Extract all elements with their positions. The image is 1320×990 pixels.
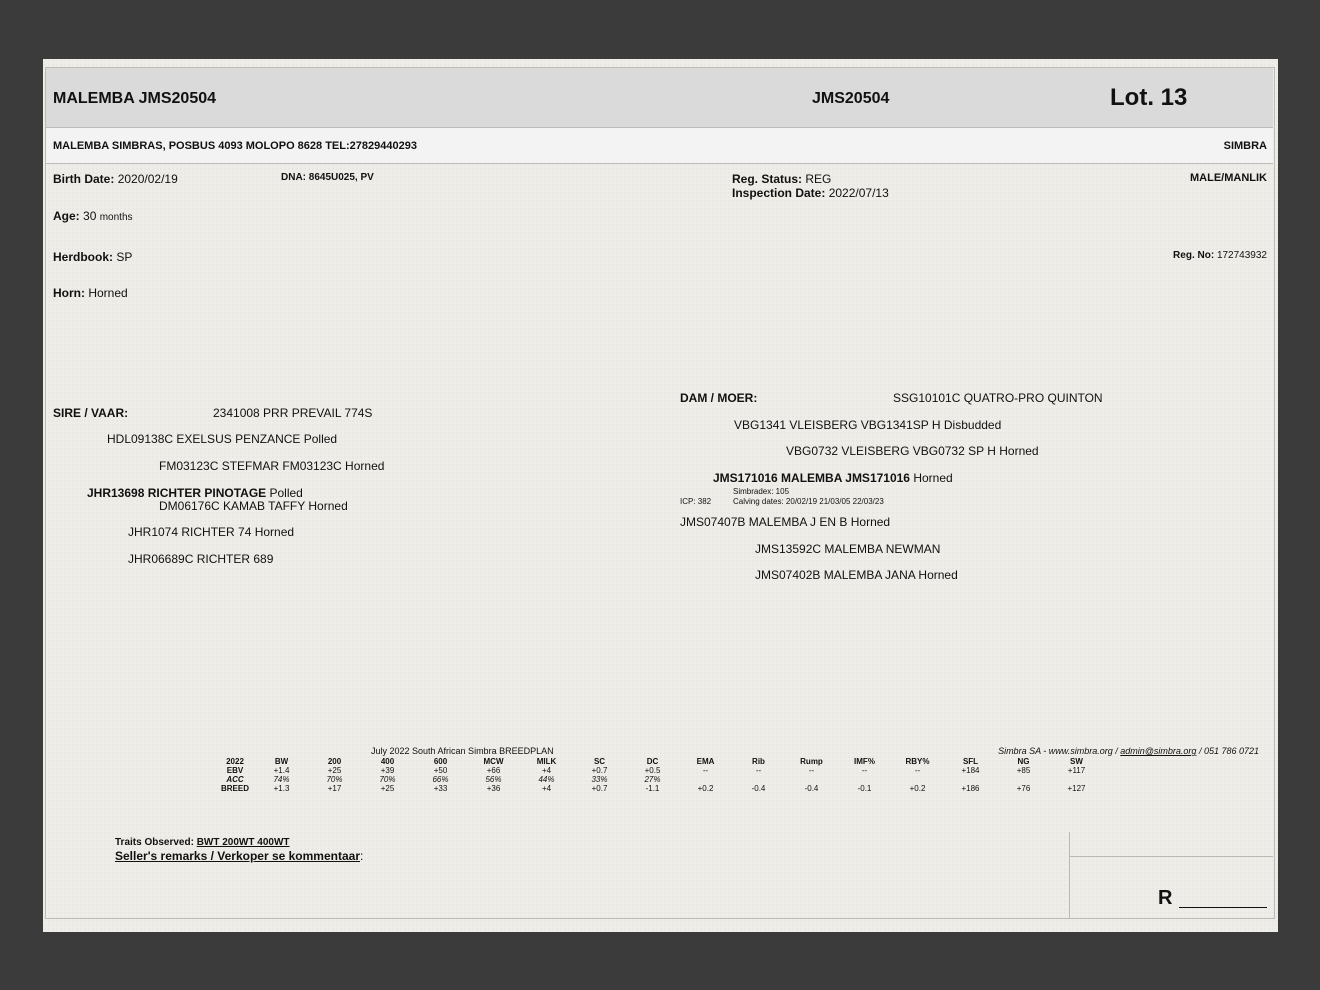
acc-cell	[732, 775, 785, 784]
breed-cell: -0.1	[857, 784, 872, 793]
animal-id: JMS20504	[812, 90, 890, 107]
price-field[interactable]	[1179, 907, 1267, 908]
trait-header: NG	[1017, 757, 1030, 766]
acc-cell: 33%	[591, 775, 608, 784]
trait-header: DC	[646, 757, 659, 766]
lot-number: Lot. 13	[1110, 84, 1188, 111]
remarks-divider	[1069, 832, 1070, 918]
ebv-cell: --	[914, 766, 921, 775]
breed-cell: +36	[486, 784, 501, 793]
email-link[interactable]: admin@simbra.org	[1120, 746, 1197, 756]
dam-icp: ICP: 382	[680, 497, 712, 506]
seller-remarks: Seller's remarks / Verkoper se kommentaar:	[115, 849, 364, 863]
breed-cell: -0.4	[804, 784, 819, 793]
breed-cell: -0.4	[751, 784, 766, 793]
ebv-cell: +0.5	[644, 766, 661, 775]
inspection-date: Inspection Date: 2022/07/13	[732, 186, 889, 200]
breed-cell: +33	[433, 784, 448, 793]
row-label: EBV	[226, 766, 244, 775]
ebv-cell: +0.7	[591, 766, 608, 775]
breed-cell: +76	[1016, 784, 1031, 793]
trait-header: MCW	[483, 757, 504, 766]
ebv-cell: +85	[1016, 766, 1031, 775]
reg-status: Reg. Status: REG	[732, 172, 832, 186]
ebv-cell: --	[861, 766, 868, 775]
price-prefix: R	[1158, 887, 1173, 909]
acc-cell: 44%	[538, 775, 555, 784]
breed-cell: +0.2	[697, 784, 714, 793]
dam-sire: VBG1341 VLEISBERG VBG1341SP H Disbudded	[734, 418, 1002, 432]
traits-observed: Traits Observed: BWT 200WT 400WT	[115, 837, 290, 848]
dam-sire-dam: VBG0732 VLEISBERG VBG0732 SP H Horned	[786, 444, 1039, 458]
breed-cell: +1.3	[273, 784, 290, 793]
trait-header: 400	[380, 757, 395, 766]
catalogue-page	[43, 59, 1278, 932]
dam-dam-dam: JMS07402B MALEMBA JANA Horned	[755, 568, 958, 582]
breedplan-header-row	[215, 757, 1103, 766]
ebv-cell: +1.4	[273, 766, 290, 775]
simbra-contact: Simbra SA - www.simbra.org / admin@simbra.org / 051 786 0721	[998, 746, 1259, 756]
acc-cell: 56%	[485, 775, 502, 784]
acc-cell	[1050, 775, 1103, 784]
breedplan-title: July 2022 South African Simbra BREEDPLAN	[371, 746, 554, 756]
trait-header: SW	[1070, 757, 1083, 766]
acc-cell: 70%	[379, 775, 396, 784]
acc-cell	[838, 775, 891, 784]
ebv-cell: --	[755, 766, 762, 775]
acc-cell	[944, 775, 997, 784]
sire-sire-sire: FM03123C STEFMAR FM03123C Horned	[159, 459, 385, 473]
birth-date: Birth Date: 2020/02/19	[53, 172, 178, 186]
acc-cell: 70%	[326, 775, 343, 784]
ebv-cell: +184	[961, 766, 980, 775]
breeder-address: MALEMBA SIMBRAS, POSBUS 4093 MOLOPO 8628 TEL:27829440293	[53, 140, 417, 152]
acc-cell	[891, 775, 944, 784]
sire-sire-dam: DM06176C KAMAB TAFFY Horned	[159, 499, 348, 513]
sire-label: SIRE / VAAR:	[53, 406, 129, 420]
ebv-row	[215, 766, 1103, 775]
ebv-cell: +25	[327, 766, 342, 775]
ebv-cell: +117	[1067, 766, 1086, 775]
sire-sire: HDL09138C EXELSUS PENZANCE Polled	[107, 432, 338, 446]
trait-header: RBY%	[905, 757, 930, 766]
dam-label: DAM / MOER:	[680, 391, 758, 405]
breedplan-year: 2022	[226, 757, 244, 766]
breedplan-table	[215, 757, 1103, 793]
breed-cell: +4	[541, 784, 552, 793]
trait-header: 600	[433, 757, 448, 766]
trait-header: EMA	[696, 757, 715, 766]
acc-cell: 74%	[273, 775, 290, 784]
breed-cell: +127	[1067, 784, 1086, 793]
trait-header: Rib	[752, 757, 765, 766]
trait-header: Rump	[800, 757, 823, 766]
ebv-cell: +4	[541, 766, 552, 775]
acc-cell	[997, 775, 1050, 784]
header-bar	[46, 68, 1273, 128]
trait-header: BW	[274, 757, 289, 766]
trait-header: SFL	[962, 757, 979, 766]
animal-name: MALEMBA JMS20504	[53, 90, 217, 107]
acc-cell: 66%	[432, 775, 449, 784]
breed-cell: -1.1	[645, 784, 660, 793]
row-label: BREED	[220, 784, 249, 793]
sire-name: 2341008 PRR PREVAIL 774S	[213, 406, 373, 420]
dna-info: DNA: 8645U025, PV	[281, 172, 374, 183]
dam-simbradex: Simbradex: 105	[733, 487, 790, 496]
dam-name: JMS171016 MALEMBA JMS171016 Horned	[713, 471, 953, 485]
breed-cell: +25	[380, 784, 395, 793]
ebv-cell: --	[702, 766, 709, 775]
age: Age: 30 months	[53, 209, 133, 223]
breed-row	[215, 784, 1103, 793]
price-box-top	[1069, 856, 1273, 857]
breed-cell: +0.7	[591, 784, 608, 793]
acc-cell: 27%	[644, 775, 661, 784]
ebv-cell: +39	[380, 766, 395, 775]
breed-cell: +186	[961, 784, 980, 793]
ebv-cell: +66	[486, 766, 501, 775]
breed-cell: +17	[327, 784, 342, 793]
acc-row	[215, 775, 1103, 784]
trait-header: SC	[593, 757, 606, 766]
sex: MALE/MANLIK	[1190, 172, 1267, 184]
sire-dam: JHR13698 RICHTER PINOTAGE Polled	[87, 486, 303, 500]
breed-cell: +0.2	[909, 784, 926, 793]
dam-calving-dates: Calving dates: 20/02/19 21/03/05 22/03/23	[733, 497, 884, 506]
sire-dam-dam: JHR06689C RICHTER 689	[128, 552, 274, 566]
dam-dam: JMS07407B MALEMBA J EN B Horned	[680, 515, 891, 529]
dam-dam-sire: JMS13592C MALEMBA NEWMAN	[755, 542, 941, 556]
acc-cell	[679, 775, 732, 784]
row-label: ACC	[226, 775, 244, 784]
trait-header: IMF%	[854, 757, 875, 766]
dam-sire-sire: SSG10101C QUATRO-PRO QUINTON	[893, 391, 1103, 405]
acc-cell	[785, 775, 838, 784]
ebv-cell: +50	[433, 766, 448, 775]
reg-number: Reg. No: 172743932	[1173, 250, 1267, 261]
trait-header: MILK	[536, 757, 557, 766]
horn-status: Horn: Horned	[53, 286, 128, 300]
sire-dam-sire: JHR1074 RICHTER 74 Horned	[128, 525, 295, 539]
trait-header: 200	[327, 757, 342, 766]
ebv-cell: --	[808, 766, 815, 775]
herdbook: Herdbook: SP	[53, 250, 133, 264]
breed-name: SIMBRA	[1223, 140, 1267, 152]
